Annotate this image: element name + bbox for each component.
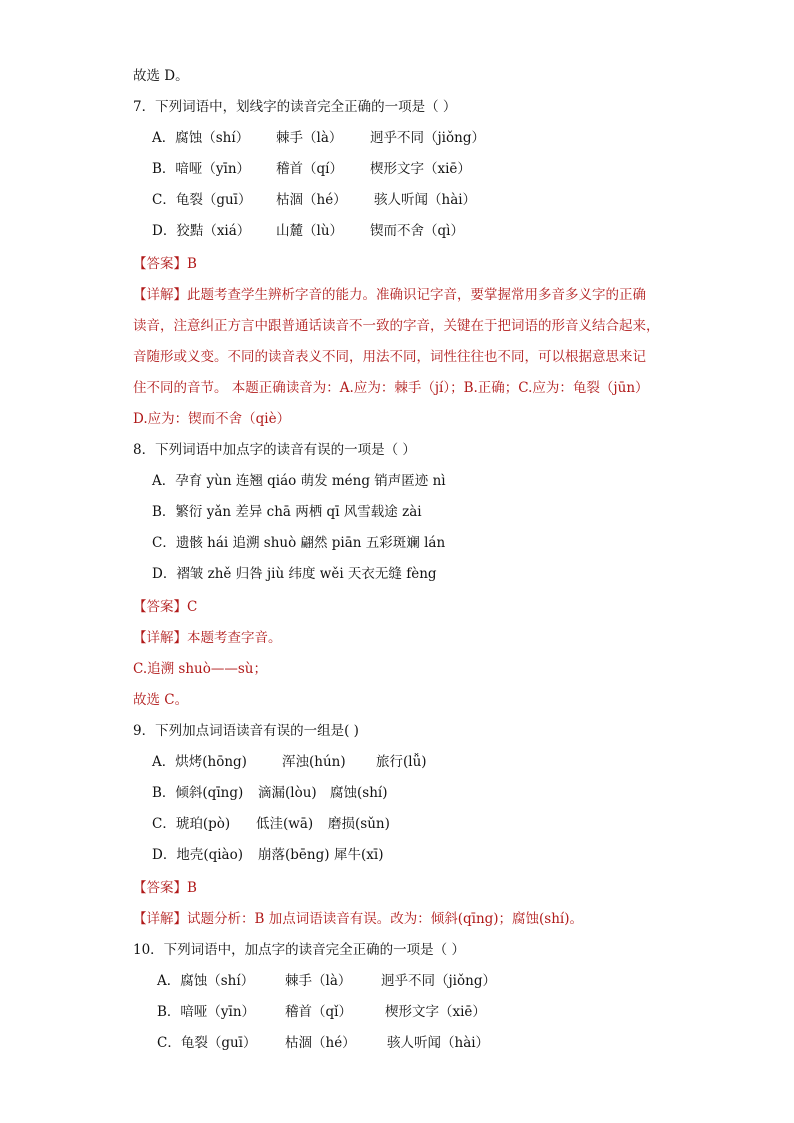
q7-answer: 【答案】B	[133, 256, 197, 272]
q8-option-a: A．孕育 yùn 连翘 qiáo 萌发 méng 销声匿迹 nì	[152, 473, 446, 489]
q8-conclusion: 故选 C。	[133, 692, 189, 708]
q7-a-word3: 迥乎不同（jiǒng）	[370, 130, 485, 146]
q9-d-word2: 崩落(bēng)	[258, 847, 330, 863]
q9-c-word2: 低洼(wā)	[256, 816, 314, 832]
q7-c-word1: C．龟裂（guī）	[152, 192, 252, 208]
q9-d-word3: 犀牛(xī)	[334, 847, 384, 863]
q10-a-word1: A．腐蚀（shí）	[157, 973, 255, 989]
q9-detail: 【详解】试题分析：B 加点词语读音有误。改为：倾斜(qīng)；腐蚀(shí)。	[133, 911, 584, 927]
q8-stem: 8．下列词语中加点字的读音有误的一项是（ ）	[133, 442, 416, 458]
q7-c-word3: 骇人听闻（hài）	[374, 192, 477, 208]
q7-c-word2: 枯涸（hé）	[276, 192, 347, 208]
q7-d-word2: 山麓（lù）	[276, 223, 344, 239]
q9-a-word3: 旅行(lǚ)	[376, 754, 427, 770]
q9-a-word2: 浑浊(hún)	[282, 754, 346, 770]
q8-option-d: D．褶皱 zhě 归咎 jiù 纬度 wěi 天衣无缝 fèng	[152, 566, 437, 582]
q7-detail-line-1: 【详解】此题考查学生辨析字音的能力。准确识记字音，要掌握常用多音多义字的正确	[133, 287, 646, 303]
q9-c-word3: 磨损(sǔn)	[328, 816, 390, 832]
q9-d-word1: D．地壳(qiào)	[152, 847, 243, 863]
q7-b-word2: 稽首（qí）	[276, 161, 343, 177]
q10-a-word2: 棘手（là）	[285, 973, 352, 989]
q7-a-word1: A．腐蚀（shí）	[152, 130, 250, 146]
q8-option-b: B．繁衍 yǎn 差异 chā 两栖 qī 风雪载途 zài	[152, 504, 422, 520]
q10-b-word1: B．喑哑（yīn）	[157, 1004, 256, 1020]
q8-note: C.追溯 shuò——sù；	[133, 661, 267, 677]
q10-c-word2: 枯涸（hé）	[285, 1035, 356, 1051]
q9-stem: 9．下列加点词语读音有误的一组是( )	[133, 723, 359, 739]
q9-b-word1: B．倾斜(qīng)	[152, 785, 244, 801]
q9-b-word2: 滴漏(lòu)	[258, 785, 317, 801]
q8-detail: 【详解】本题考查字音。	[133, 630, 282, 646]
q7-b-word3: 楔形文字（xiē）	[370, 161, 471, 177]
q10-c-word3: 骇人听闻（hài）	[387, 1035, 490, 1051]
q7-stem: 7．下列词语中，划线字的读音完全正确的一项是（ ）	[133, 99, 457, 115]
q8-answer: 【答案】C	[133, 599, 198, 615]
q10-b-word2: 稽首（qǐ）	[285, 1004, 352, 1020]
q7-b-word1: B．喑哑（yīn）	[152, 161, 251, 177]
q9-a-word1: A．烘烤(hōng)	[152, 754, 247, 770]
q7-a-word2: 棘手（là）	[276, 130, 343, 146]
q7-detail-line-5: D.应为：锲而不舍（qiè）	[133, 411, 291, 427]
q7-d-word3: 锲而不舍（qì）	[370, 223, 464, 239]
q10-c-word1: C．龟裂（guī）	[157, 1035, 257, 1051]
q7-detail-line-3: 音随形或义变。不同的读音表义不同，用法不同，词性往往也不同，可以根据意思来记	[133, 349, 646, 365]
q9-c-word1: C．琥珀(pò)	[152, 816, 231, 832]
q7-d-word1: D．狡黠（xiá）	[152, 223, 251, 239]
q10-a-word3: 迥乎不同（jiǒng）	[381, 973, 496, 989]
q9-answer: 【答案】B	[133, 880, 197, 896]
q10-stem: 10．下列词语中，加点字的读音完全正确的一项是（ ）	[133, 942, 465, 958]
q7-detail-line-4: 住不同的音节。 本题正确读音为：A.应为：棘手（jí）；B.正确；C.应为：龟裂（jūn）	[133, 380, 649, 396]
q10-b-word3: 楔形文字（xiē）	[385, 1004, 486, 1020]
intro-conclusion: 故选 D。	[133, 68, 189, 84]
q7-detail-line-2: 读音，注意纠正方言中跟普通话读音不一致的字音，关键在于把词语的形音义结合起来，	[133, 318, 660, 334]
q8-option-c: C．遗骸 hái 追溯 shuò 翩然 piān 五彩斑斓 lán	[152, 535, 446, 551]
q9-b-word3: 腐蚀(shí)	[330, 785, 388, 801]
